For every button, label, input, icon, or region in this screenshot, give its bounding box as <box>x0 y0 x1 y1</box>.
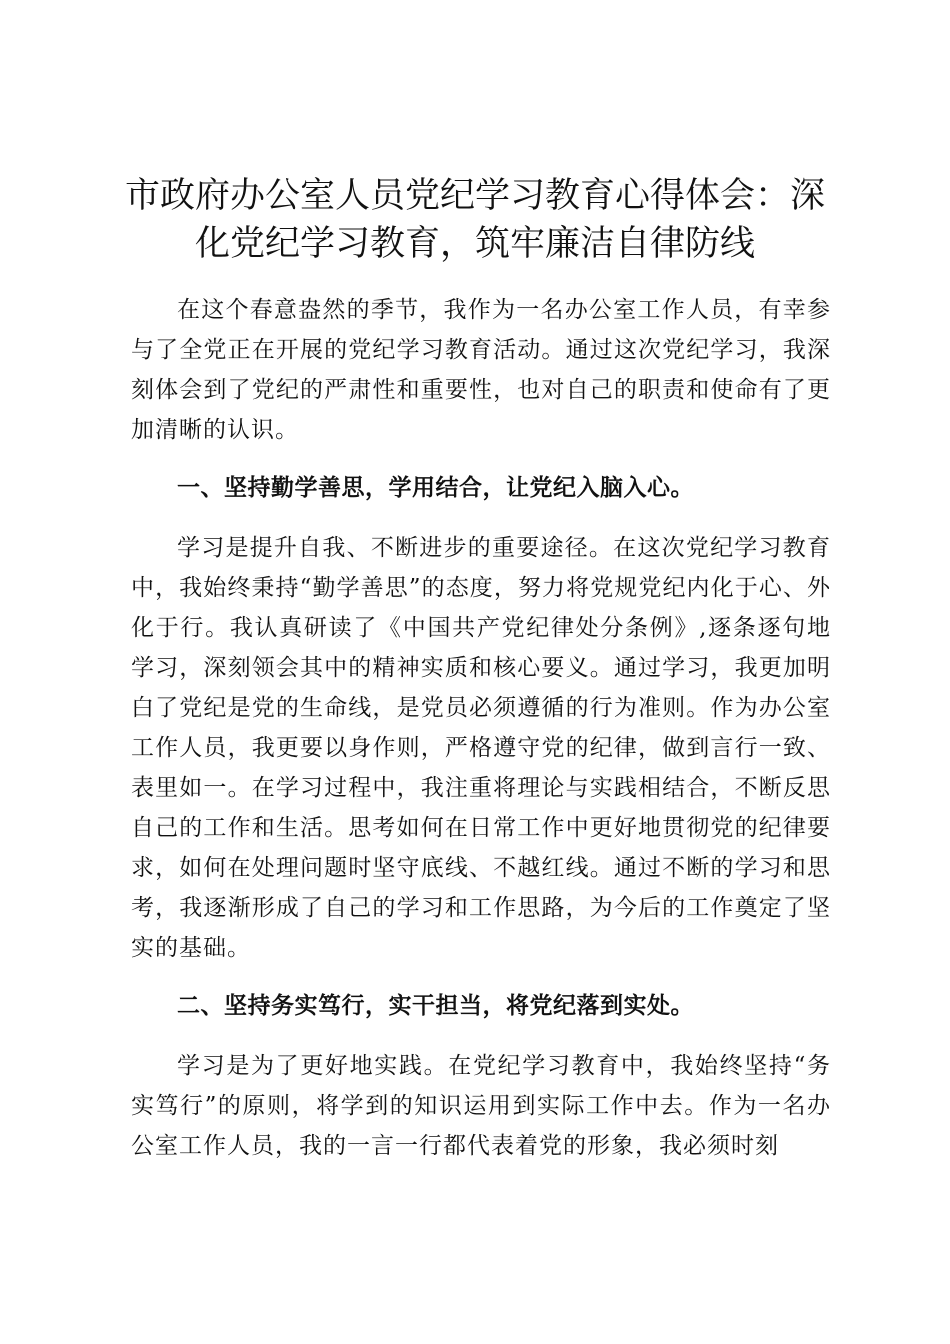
document-title <box>120 172 830 268</box>
intro-paragraph: 在这个春意盎然的季节，我作为一名办公室工作人员，有幸参与了全党正在开展的党纪学习教育活动。通过这次党纪学习，我深刻体会到了党纪的严肃性和重要性，也对自己的职责和使命有了更加清晰的认识。 <box>131 297 831 443</box>
title-line-2: 化党纪学习教育，筑牢廉洁自律防线 <box>194 224 755 264</box>
section-1-paragraph: 学习是提升自我、不断进步的重要途径。在这次党纪学习教育中，我始终秉持“勤学善思”的态度，努力将党规党纪内化于心、外化于行。我认真研读了《中国共产党纪律处分条例》,逐条逐句地学习，深刻领会其中的精神实质和核心要义。通过学习，我更加明白了党纪是党的生命线，是党员必须遵循的行为准则。作为办公室工作人员，我更要以身作则，严格遵守党的纪律，做到言行一致、表里如一。在学习过程中，我注重将理论与实践相结合，不断反思自己的工作和生活。思考如何在日常工作中更好地贯彻党的纪律要求，如何在处理问题时坚守底线、不越红线。通过不断的学习和思考，我逐渐形成了自己的学习和工作思路，为今后的工作奠定了坚实的基础。 <box>131 535 831 961</box>
section-heading-1: 一、坚持勤学善思，学用结合，让党纪入脑入心。 <box>177 475 694 501</box>
document-body <box>131 290 831 1166</box>
title-line-1: 市政府办公室人员党纪学习教育心得体会：深 <box>124 176 825 216</box>
section-heading-2: 二、坚持务实笃行，实干担当，将党纪落到实处。 <box>177 993 694 1019</box>
section-2-paragraph: 学习是为了更好地实践。在党纪学习教育中，我始终坚持“务实笃行”的原则，将学到的知识运用到实际工作中去。作为一名办公室工作人员，我的一言一行都代表着党的形象，我必须时刻 <box>131 1053 831 1159</box>
